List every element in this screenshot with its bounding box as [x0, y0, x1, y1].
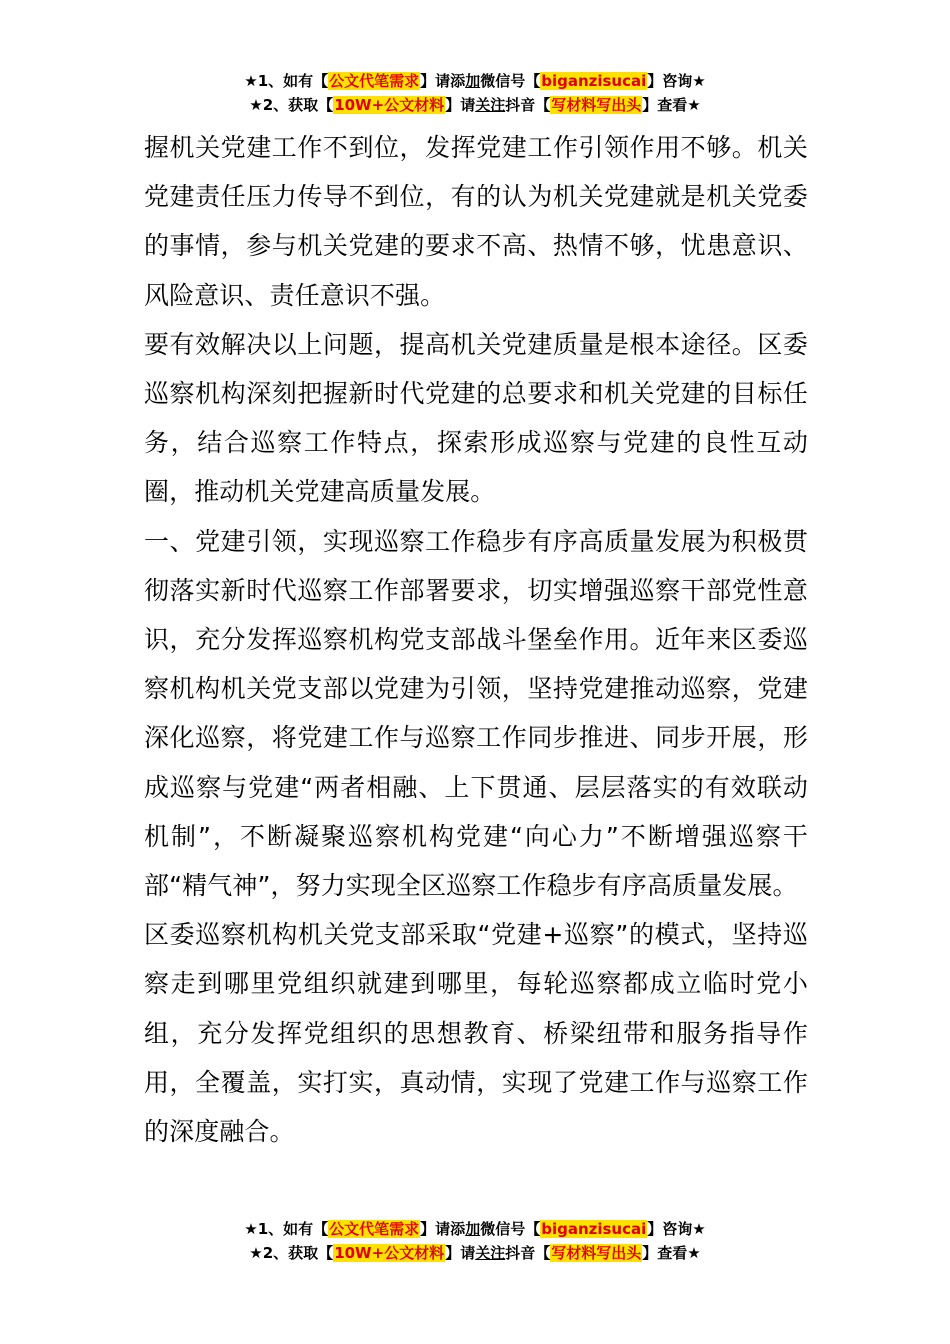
- top-promo-banner: [0, 69, 950, 117]
- paragraph: 握机关党建工作不到位，发挥党建工作引领作用不够。机关党建责任压力传导不到位，有的认为机关党建就是机关党委的事情，参与机关党建的要求不高、热情不够，忧患意识、风险意识、责任意识不强。: [144, 133, 808, 310]
- promo-emphasis: 关注: [475, 1244, 506, 1262]
- promo-emphasis: 关注: [475, 96, 506, 114]
- document-body: [144, 123, 808, 1156]
- promo-emphasis: 加: [465, 1220, 481, 1238]
- promo-text: 】查看★: [642, 1244, 701, 1262]
- promo-line-1: [0, 69, 950, 93]
- promo-emphasis: 加: [465, 72, 481, 90]
- promo-text: 微信号【: [480, 1220, 541, 1238]
- promo-highlight: 写材料写出头: [551, 96, 642, 114]
- promo-highlight: 10W+公文材料: [334, 96, 445, 114]
- promo-line-2: [0, 93, 950, 117]
- promo-text: 】请添: [420, 1220, 466, 1238]
- promo-text: 】请: [445, 96, 476, 114]
- promo-line-1: [0, 1217, 950, 1241]
- promo-highlight: 公文代笔需求: [329, 72, 420, 90]
- promo-text: 】查看★: [642, 96, 701, 114]
- promo-line-2: [0, 1241, 950, 1265]
- promo-text: 】请: [445, 1244, 476, 1262]
- promo-highlight: 公文代笔需求: [329, 1220, 420, 1238]
- promo-text: ★2、获取【: [249, 1244, 334, 1262]
- promo-highlight: 写材料写出头: [551, 1244, 642, 1262]
- paragraph: 要有效解决以上问题，提高机关党建质量是根本途径。区委巡察机构深刻把握新时代党建的总要求和机关党建的目标任务，结合巡察工作特点，探索形成巡察与党建的良性互动圈，推动机关党建高质量发展。: [144, 329, 808, 507]
- paragraph: 区委巡察机构机关党支部采取“党建+巡察”的模式，坚持巡察走到哪里党组织就建到哪里，每轮巡察都成立临时党小组，充分发挥党组织的思想教育、桥梁纽带和服务指导作用，全覆盖，实打实，真动情，实现了党建工作与巡察工作的深度融合。: [144, 920, 808, 1147]
- bottom-promo-banner: [0, 1217, 950, 1265]
- promo-text: 】请添: [420, 72, 466, 90]
- promo-text: 抖音【: [505, 96, 551, 114]
- promo-text: 】咨询★: [647, 1220, 706, 1238]
- promo-text: 微信号【: [480, 72, 541, 90]
- promo-text: ★2、获取【: [249, 96, 334, 114]
- promo-text: 抖音【: [505, 1244, 551, 1262]
- promo-text: ★1、如有【: [244, 72, 329, 90]
- promo-text: 】咨询★: [647, 72, 706, 90]
- promo-text: ★1、如有【: [244, 1220, 329, 1238]
- paragraph: 一、党建引领，实现巡察工作稳步有序高质量发展为积极贯彻落实新时代巡察工作部署要求，切实增强巡察干部党性意识，充分发挥巡察机构党支部战斗堡垒作用。近年来区委巡察机构机关党支部以党建为引领，坚持党建推动巡察，党建深化巡察，将党建工作与巡察工作同步推进、同步开展，形成巡察与党建“两者相融、上下贯通、层层落实的有效联动机制”，不断凝聚巡察机构党建“向心力”不断增强巡察干部“精气神”，努力实现全区巡察工作稳步有序高质量发展。: [144, 526, 808, 901]
- promo-highlight: 10W+公文材料: [334, 1244, 445, 1262]
- wechat-id-link[interactable]: biganzisucai: [541, 1220, 647, 1238]
- wechat-id-link[interactable]: biganzisucai: [541, 72, 647, 90]
